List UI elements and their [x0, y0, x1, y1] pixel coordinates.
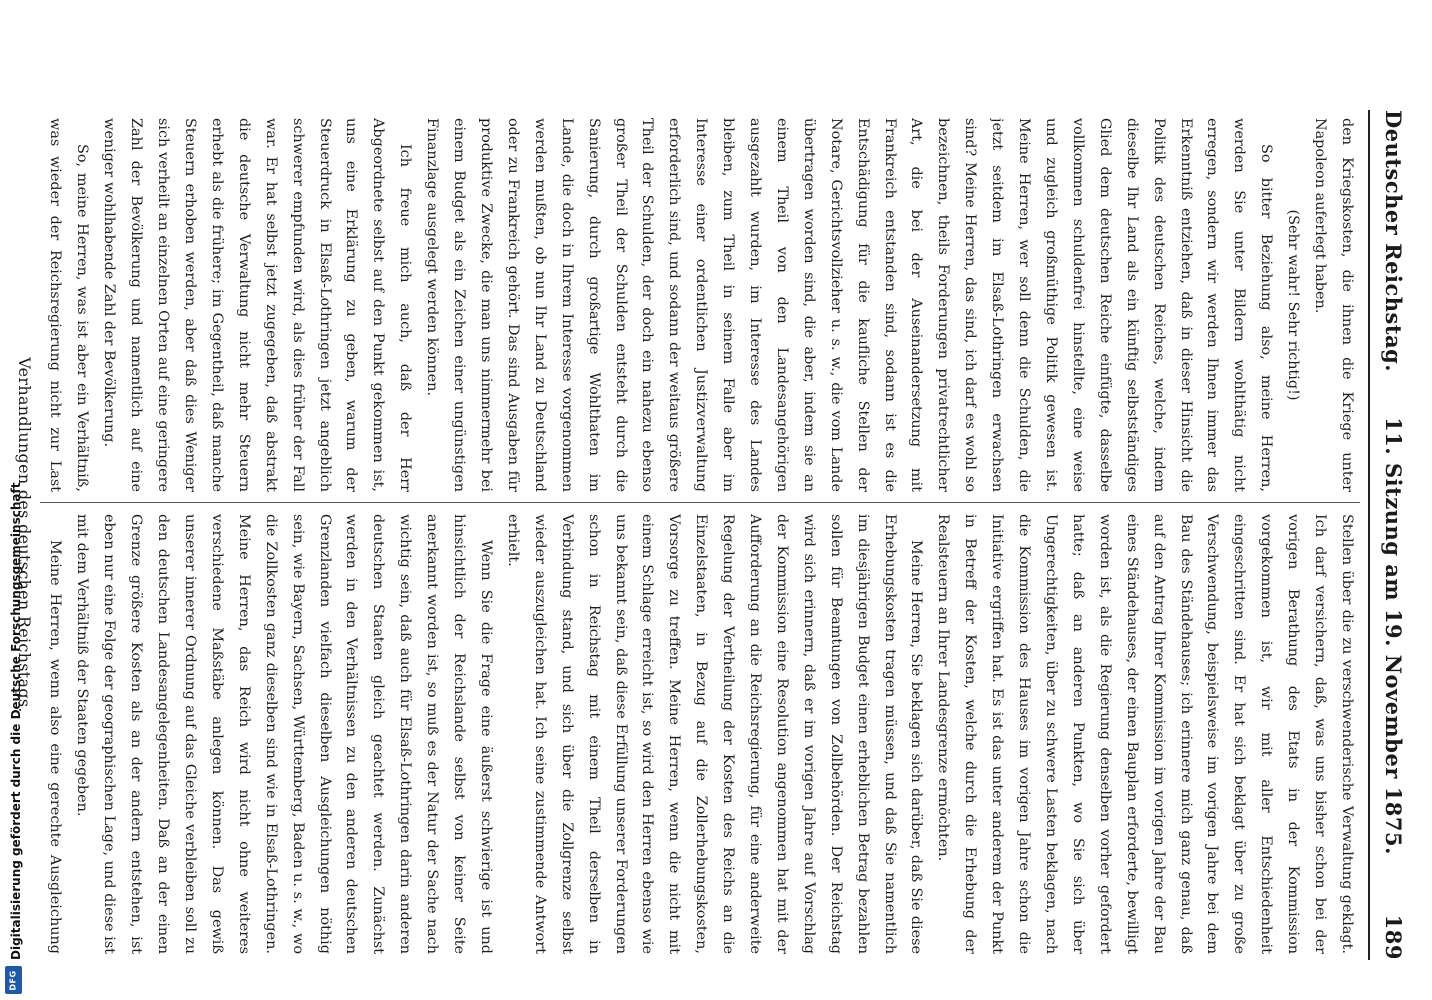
right-column [40, 514, 1360, 954]
dfg-logo-text: DFG [9, 969, 19, 991]
paragraph: Stellen über die zu verschwenderische Verwaltung geklagt. Ich darf versichern, daß, was uns bisher schon bei der vorigen Berathung des Etats in der Kommission vorgekommen ist, wir mit aller Entschiedenheit eingeschritten sind. Er hat sich beklagt über zu große Verschwendung, beispielsweise im vorigen Jahre bei dem Bau des Ständehauses; ich erinnere mich ganz genau, daß auf den Antrag Ihrer Kommission im vorigen Jahre der Bau eines Ständehauses, der einen Bauplan erforderte, bewilligt worden ist, als die Regierung denselben vorher gefordert hatte; daß an anderen Punkten, wo Sie sich über Ungerechtigkeiten, über zu schwere Lasten beklagen, nach die Kommission des Hauses im vorigen Jahre schon die Initiative ergriffen hat. Es ist das unter anderem der Punkt in Betreff der Kosten, welche durch die Erhebung der Realsteuern an Ihrer Landesgrenze ermöchten. [935, 514, 1355, 954]
paragraph: So bitter Beziehung also, meine Herren, werden Sie unter Bildern wohlthätig nicht erregen, sondern wir werden Ihnen immer das Erkenntniß entziehen, daß in dieser Hinsicht die Politik des deutschen Reiches, welche, indem dieselbe Ihr Land als ein künftig selbstständiges Glied dem deutschen Reiche einfügte, dasselbe vollkommen schuldenfrei hinstellte, eine weise und zugleich großmüthige Politik gewesen ist. Meine Herren, wer soll denn die Schulden, die jetzt seitdem im Elsaß-Lothringen erwachsen sind? Meine Herren, das sind, ich darf es wohl so bezeichnen, theils Forderungen privatrechtlicher Art, die bei der Auseinandersetzung mit Frankreich entstanden sind, sodann ist es die Entschädigung für die kaufliche Stellen der Notare, Gerichtsvollzieher u. s. w., die vom Lande übertragen worden sind, die aber, indem sie an einem Theil von den Landesangehörigen ausgezahlt wurden, im Interesse des Landes bleiben, zum Theil in seinem Falle aber im Interesse einer ordentlichen Justizverwaltung erforderlich sind, und sodann der weitaus größere Theil der Schulden, der doch ein nahezu ebenso großer Theil der Schulden entsteht durch die Sanierung, durch großartige Wohlthaten im Lande, die doch in Ihrem Interesse vorgenommen werden mußten, ob nun Ihr Land zu Deutschland oder zu Frankreich gehört. Das sind Ausgaben für produktive Zwecke, die man uns nimmermehr bei einem Budget als ein Zeichen einer ungünstigen Finanzlage ausgelegt werden können. [424, 118, 1275, 492]
digitization-notice [0, 0, 26, 1000]
dfg-logo-icon [5, 966, 22, 994]
page-footer: Verhandlungen des deutschen Reichstags. [15, 357, 34, 713]
paragraph: So, meine Herren, was ist aber ein Verhältniß, was wieder der Reichsregierung nicht zur Last [47, 118, 91, 492]
paragraph: Meine Herren, wenn also eine gerechte Ausgleichung [47, 540, 64, 954]
publication-title: Deutscher Reichstag. [1381, 110, 1407, 373]
session-date: 11. Sitzung am 19. November 1875. [1381, 417, 1407, 855]
page-header [1374, 110, 1414, 960]
left-column [40, 118, 1360, 492]
page-number: 189 [1381, 914, 1407, 960]
column-divider [40, 502, 1360, 503]
paragraph: Ich freue mich auch, daß der Herr Abgeordnete selbst auf den Punkt gekommen ist, uns eine Erklärung zu geben, warum der Steuerdruck in Elsaß-Lothringen jetzt angeblich schwerer empfunden wird, als dies früher der Fall war. Er hat selbst jetzt zugegeben, daß abstrakt die deutsche Verwaltung nicht mehr Steuern erhebt als die frühere; im Gegentheil, daß manche Steuern erhoben werden, aber daß dies Weniger sich verheilt an einzelnen Orten auf eine geringere Zahl der Bevölkerung und namentlich auf eine weniger wohlhabende Zahl der Bevölkerung. [101, 118, 414, 492]
interjection: (Sehr wahr! Sehr richtig!) [1285, 209, 1302, 401]
paragraph: Wenn Sie die Frage eine äußerst schwierige ist und hinsichtlich der Reichslande selbst von keiner Seite anerkannt worden ist, so muß es der Natur der Sache nach wichtig sein, daß auch für Elsaß-Lothringen darin anderen deutschen Staaten gleich geachtet werden. Zunächst werden in den Verhältnissen zu den anderen deutschen Grenzlanden vielfach dieselben Ausgleichungen nöthig sein, wie Bayern, Sachsen, Württemberg, Baden u. s. w., wo die Zollkosten ganz dieselben sind wie in Elsaß-Lothringen. Meine Herren, das Reich wird nicht ohne weiteres verschiedene Maßstäbe anlegen können. Das gewiß unserer innerer Ordnung auf das Gleiche verbleiben soll zu den deutschen Landesangelegenheiten. Daß an der einen Grenze größere Kosten als an der andern entstehen, ist eben nur eine Folge der geographischen Lage, und diese ist mit dem Verhältniß der Staaten gegeben. [74, 514, 494, 954]
paragraph: den Kriegskosten, die ihnen die Kriege unter Napoleon auferlegt haben. [1312, 118, 1355, 492]
paragraph: Meine Herren, Sie beklagen sich darüber, daß Sie diese Erhebungskosten tragen müssen, und daß Sie namentlich im diesjährigen Budget einen erheblichen Betrag bezahlen sollen für Beamtungen von Zollbehörden. Der Reichstag wird sich erinnern, daß er im vorigen Jahre auf Vorschlag der Kommission eine Resolution angenommen hat mit der Aufforderung an die Reichsregierung, für eine anderweite Regelung der Vertheilung der Kosten des Reichs an die Einzelstaaten, in Bezug auf die Zollerhebungskosten, Vorsorge zu treffen. Meine Herren, wenn die nicht mit einem Schlage erreicht ist, so wird den Herren ebenso wie uns bekannt sein, daß diese Erfüllung unserer Forderungen schon in Reichstag mit einem Theil derselben in Verbindung stand, und sich über die Zollgrenze selbst wieder auszugleichen hat. Ich seine zustimmende Antwort erhielt. [504, 514, 925, 954]
header-rule [1368, 110, 1370, 960]
digitization-notice-text: Digitalisierung gefördert durch die Deutsche Forschungsgemeinschaft [9, 482, 23, 960]
